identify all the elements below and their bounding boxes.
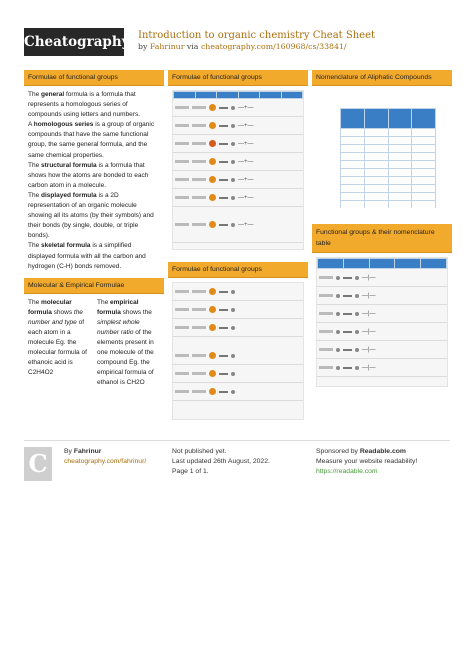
sponsor-line: Sponsored by Readable.com <box>316 448 406 455</box>
footer-sponsor <box>316 447 417 477</box>
via-label: via <box>184 42 201 51</box>
page-count: Page 1 of 1. <box>172 468 209 475</box>
sponsor-name[interactable]: Readable.com <box>359 448 406 455</box>
empirical-formula-text: The empirical formula shows the simplest whole number ratio of the elements present in one molecule of the compound Eg. the empirical formula of ethanol is CH2O <box>97 298 154 387</box>
footer-author-link[interactable]: cheatography.com/fahrinur/ <box>64 458 147 465</box>
structural-formula-text: The structural formula is a formula that shows how the atoms are bonded to each carbon atom in a molecule. <box>28 161 149 189</box>
nomenclature-image <box>316 90 448 208</box>
displayed-formula-text: The displayed formula is a 2D representation of an organic molecule showing all its atoms (by their symbols) and their bonds (by single, double, or triple bonds). <box>28 191 154 240</box>
section-header-molecular: Molecular & Empirical Formulae <box>24 278 164 294</box>
image-table-header <box>173 91 303 99</box>
published-status: Not published yet. <box>172 448 227 455</box>
section-header-formulae: Formulae of functional groups <box>24 70 164 86</box>
footer-author-name[interactable]: Fahrinur <box>73 448 102 455</box>
byline <box>138 42 347 51</box>
column-2 <box>168 70 308 420</box>
by-label: by <box>138 42 150 51</box>
nomenclature-table-image <box>340 108 436 208</box>
column-3 <box>312 70 452 387</box>
footer-status <box>172 447 270 477</box>
last-updated: Last updated 26th August, 2022. <box>172 458 270 465</box>
column-1 <box>24 70 164 393</box>
sponsor-tagline: Measure your website readability! <box>316 458 418 465</box>
molecular-formula-text: The molecular formula shows the number and type of each atom in a molecule Eg. the molecular formula of ethanoic acid is C2H4O2 <box>28 298 87 377</box>
cheatography-c-icon: C <box>24 447 52 481</box>
homologous-series-text: A homologous series is a group of organic compounds that have the same functional group, the same general formula, and the same chemical properties. <box>28 121 155 159</box>
footer-by-line: By Fahrinur <box>64 448 102 455</box>
sponsor-url-link[interactable]: https://readable.com <box>316 468 378 475</box>
page-header <box>0 0 474 66</box>
section-header-nomenclature: Nomenclature of Aliphatic Compounds <box>312 70 452 86</box>
section-body-formulae <box>24 86 164 276</box>
section-header-func-groups: Functional groups & their nomenclature table <box>312 224 452 253</box>
author-link[interactable]: Fahrinur <box>149 42 185 51</box>
general-formula-text: The general formula is a formula that represents a homologous series of compounds using letters and numbers. <box>28 91 141 119</box>
skeletal-formula-text: The skeletal formula is a simplified displayed formula with all the carbon and hydrogen (C-H) bonds removed. <box>28 242 146 270</box>
cheatography-logo[interactable]: Cheatography <box>24 28 124 56</box>
section-header-formulae-img-2: Formulae of functional groups <box>168 262 308 278</box>
functional-groups-image-2 <box>172 282 304 420</box>
sheet-url-link[interactable]: cheatography.com/160968/cs/33841/ <box>200 42 347 51</box>
sheet-title[interactable]: Introduction to organic chemistry Cheat Sheet <box>138 30 376 41</box>
func-groups-table-image: —|— —|— —|— —|— —|— —|— <box>316 257 448 387</box>
section-body-molecular <box>24 294 164 393</box>
footer-divider <box>24 440 450 441</box>
functional-groups-image-1: —+— —+— —+— —+— —+— —+— —+— <box>172 90 304 250</box>
section-header-formulae-img-1: Formulae of functional groups <box>168 70 308 86</box>
